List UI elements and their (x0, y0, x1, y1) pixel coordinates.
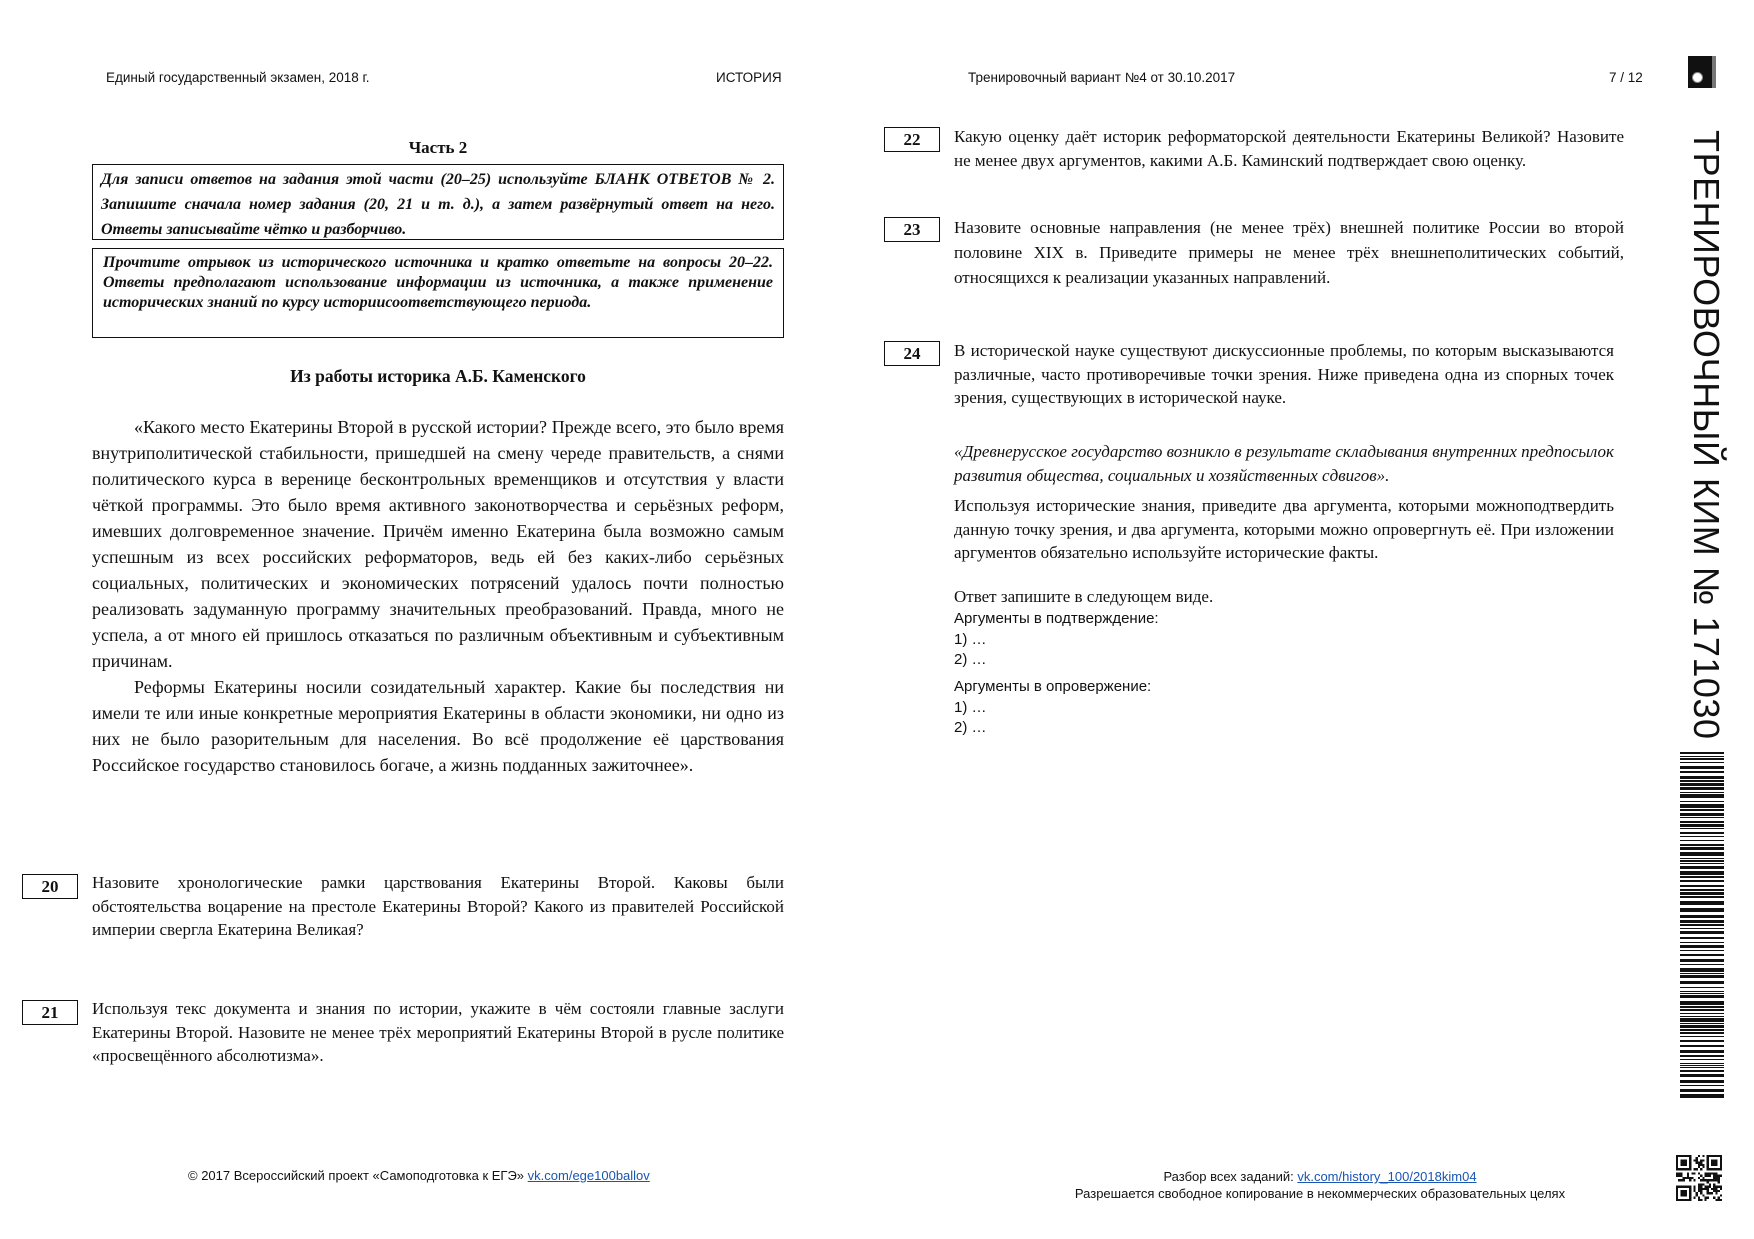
barcode-bar (1680, 809, 1724, 811)
barcode-bar (1680, 840, 1724, 841)
answer-instruction-box: Для записи ответов на задания этой части (20–25) используйте БЛАНК ОТВЕТОВ № 2. Запишите сначала номер задания (20, 21 и т. д.), а затем развёрнутый ответ на него. Ответы записывайте чётко и разборчиво. (92, 164, 784, 240)
barcode-bar (1680, 1094, 1724, 1098)
barcode-bar (1680, 889, 1724, 891)
variant-label: Тренировочный вариант №4 от 30.10.2017 (968, 70, 1236, 85)
qr-module (1720, 1186, 1722, 1188)
barcode-bar (1680, 973, 1724, 974)
qr-module (1704, 1199, 1706, 1201)
task-text: Какую оценку даёт историк реформаторской деятельности Екатерины Великой? Назовите не менее двух аргументов, какими А.Б. Каминский подтверждает свою оценку. (954, 127, 1624, 170)
task-number-box: 23 (884, 217, 940, 242)
qr-module (1709, 1186, 1711, 1188)
qr-module (1687, 1175, 1689, 1177)
qr-module (1707, 1181, 1709, 1183)
copy-permission-text: Разрешается свободное копирование в некоммерческих образовательных целях (1074, 1186, 1566, 1201)
qr-module (1715, 1190, 1717, 1192)
qr-module (1691, 1177, 1693, 1179)
barcode-bar (1680, 758, 1724, 760)
confirm-arguments-list (954, 609, 1159, 670)
footer-link-analysis[interactable]: vk.com/history_100/2018kim04 (1297, 1169, 1477, 1184)
qr-module (1718, 1177, 1720, 1179)
barcode-bar (1680, 863, 1724, 864)
qr-module (1696, 1159, 1698, 1161)
page-number: 7 / 12 (1609, 70, 1643, 85)
copyright-text: © 2017 Всероссийский проект «Самоподготовка к ЕГЭ» (188, 1168, 528, 1183)
barcode-bar (1680, 1001, 1724, 1005)
qr-module (1713, 1197, 1715, 1199)
qr-module (1709, 1192, 1711, 1194)
barcode-bar (1680, 1070, 1724, 1072)
qr-module (1711, 1173, 1713, 1175)
barcode-bar (1680, 1085, 1724, 1086)
qr-module (1711, 1179, 1713, 1181)
qr-module (1718, 1197, 1720, 1199)
barcode-bar (1680, 1063, 1724, 1064)
qr-module (1698, 1173, 1700, 1175)
qr-module (1678, 1175, 1680, 1177)
qr-module (1700, 1199, 1702, 1201)
qr-module (1702, 1177, 1704, 1179)
qr-module (1702, 1155, 1704, 1157)
qr-module (1676, 1173, 1678, 1175)
barcode-bar (1680, 756, 1724, 757)
barcode-bar (1680, 771, 1724, 773)
qr-module (1680, 1179, 1682, 1181)
barcode-bar (1680, 1018, 1724, 1022)
qr-module (1698, 1155, 1700, 1157)
qr-code-icon (1676, 1154, 1722, 1202)
barcode-bar (1680, 924, 1724, 926)
qr-module (1696, 1157, 1698, 1159)
barcode-bar (1680, 1032, 1724, 1034)
barcode-bar (1680, 847, 1724, 850)
barcode-bar (1680, 908, 1724, 912)
barcode-bar (1680, 1059, 1724, 1060)
qr-module (1700, 1168, 1702, 1170)
task-number-box: 20 (22, 874, 78, 899)
barcode-bar (1680, 928, 1724, 929)
qr-module (1687, 1173, 1689, 1175)
task-instruction: Используя исторические знания, приведите два аргумента, которыми можноподтвердить данную точку зрения, и два аргумента, которыми можно опровергнуть её. При изложении аргументов обязательно используйте исторические факты. (954, 496, 1614, 562)
passage-paragraph: Реформы Екатерины носили созидательный характер. Какие бы последствия ни имели те или иные конкретные мероприятия Екатерины в области экономики, ни одно из них не было разорительным для населения. Во всё продолжение её царствования Российское государство становилось богаче, а жизнь подданных зажиточнее». (92, 677, 784, 775)
qr-module (1720, 1175, 1722, 1177)
part-title: Часть 2 (408, 138, 468, 157)
qr-module (1698, 1188, 1700, 1190)
barcode-bar (1680, 794, 1724, 798)
qr-module (1696, 1192, 1698, 1194)
qr-module (1698, 1166, 1700, 1168)
barcode-bar (1680, 824, 1724, 827)
barcode-bar (1680, 964, 1724, 965)
qr-module (1700, 1164, 1702, 1166)
qr-module (1713, 1188, 1715, 1190)
barcode-bar (1680, 1023, 1724, 1024)
barcode-bar (1680, 950, 1724, 951)
qr-module (1704, 1179, 1706, 1181)
barcode-bar (1680, 901, 1724, 905)
barcode-bar (1680, 783, 1724, 786)
source-instruction-box: Прочтите отрывок из исторического источника и кратко ответьте на вопросы 20–22. Ответы предполагают использование информации из источника, а также применение исторических знаний по курсу историисоответствующего периода. (92, 248, 784, 338)
barcode-bar (1680, 1045, 1724, 1047)
barcode-bar (1680, 817, 1724, 818)
barcode-bar (1680, 981, 1724, 984)
qr-module (1676, 1175, 1678, 1177)
list-item: 2) … (954, 719, 987, 736)
subject-title: ИСТОРИЯ (716, 70, 782, 85)
barcode-bar (1680, 1025, 1724, 1028)
barcode-bar (1680, 1089, 1724, 1092)
barcode-bar (1680, 792, 1724, 793)
qr-module (1698, 1183, 1700, 1185)
barcode-bar (1680, 954, 1724, 956)
qr-module (1685, 1177, 1687, 1179)
qr-module (1713, 1175, 1715, 1177)
qr-module (1700, 1190, 1702, 1192)
qr-module (1698, 1186, 1700, 1188)
exam-logo-icon (1688, 56, 1716, 88)
qr-module (1711, 1188, 1713, 1190)
barcode-bar (1680, 813, 1724, 816)
qr-module (1713, 1190, 1715, 1192)
qr-module (1713, 1186, 1715, 1188)
barcode-bar (1680, 1067, 1724, 1068)
barcode-bar (1680, 1065, 1724, 1066)
barcode-bar (1680, 968, 1724, 972)
qr-module (1683, 1177, 1685, 1179)
task-number-box: 22 (884, 127, 940, 152)
qr-module (1678, 1173, 1680, 1175)
passage-paragraph: «Какого место Екатерины Второй в русской истории? Прежде всего, это было время внутриполитической стабильности, пришедшей на смену череде правительств, а снями политического курса в веренице бесконтрольных временщиков и отсутствия у власти чёткой программы. Это было время активного законотворчества и серьёзных реформ, имевших долговременное значение. Причём именно Екатерина была возможно самым успешным из всех российских реформаторов, ведь ей без каких-либо серьёзных социальных, политических и экономических потрясений удалось почти полностью реализовать задуманную программу значительных преобразований. Правда, много не успела, а от много ей пришлось отказаться по различным объективным и субъективным причинам. (92, 417, 784, 671)
qr-module (1696, 1162, 1698, 1164)
qr-module (1694, 1197, 1696, 1199)
qr-module (1702, 1166, 1704, 1168)
task-text: Назовите основные направления (не менее трёх) внешней политике России во второй половине XIX в. Приведите примеры не менее трёх внешнеполитических событий, относящихся к реализации указанных направлений. (954, 218, 1624, 287)
list-item: 2) … (954, 651, 987, 668)
barcode-bar (1680, 1050, 1724, 1053)
qr-module (1715, 1199, 1717, 1201)
viewpoint-quote: «Древнерусское государство возникло в результате складывания внутренних предпосылок развития общества, социальных и хозяйственных сдвигов». (954, 442, 1614, 485)
qr-module (1694, 1159, 1696, 1161)
qr-module (1713, 1179, 1715, 1181)
qr-module (1702, 1159, 1704, 1161)
barcode-bar (1680, 752, 1724, 754)
barcode-bar (1680, 832, 1724, 834)
qr-module (1715, 1173, 1717, 1175)
qr-module (1678, 1179, 1680, 1181)
qr-module (1700, 1175, 1702, 1177)
barcode-bar (1680, 993, 1724, 994)
qr-module (1691, 1173, 1693, 1175)
qr-module (1700, 1192, 1702, 1194)
barcode-bar (1680, 995, 1724, 998)
qr-module (1698, 1164, 1700, 1166)
qr-module (1702, 1194, 1704, 1196)
qr-module (1704, 1188, 1706, 1190)
qr-module (1694, 1190, 1696, 1192)
answer-format-line: Ответ запишите в следующем виде. (954, 587, 1214, 606)
footer-copyright (188, 1168, 650, 1183)
barcode-bar (1680, 880, 1724, 882)
barcode-bar (1680, 804, 1724, 808)
qr-module (1707, 1188, 1709, 1190)
qr-module (1707, 1186, 1709, 1188)
footer-right (1010, 1168, 1630, 1202)
barcode-bar (1680, 896, 1724, 898)
qr-module (1707, 1197, 1709, 1199)
refute-heading: Аргументы в опровержение: (954, 678, 1152, 695)
qr-module (1718, 1199, 1720, 1201)
qr-module (1720, 1194, 1722, 1196)
barcode-bar (1680, 766, 1724, 769)
qr-module (1715, 1175, 1717, 1177)
barcode-bar (1680, 866, 1724, 869)
qr-module (1689, 1177, 1691, 1179)
qr-module (1707, 1192, 1709, 1194)
barcode-bar (1680, 1009, 1724, 1011)
barcode-bar (1680, 1036, 1724, 1037)
barcode-bar (1680, 1074, 1724, 1077)
qr-module (1715, 1186, 1717, 1188)
qr-module (1709, 1183, 1711, 1185)
qr-module (1718, 1186, 1720, 1188)
barcode-bar (1680, 780, 1724, 782)
qr-module (1702, 1164, 1704, 1166)
qr-module (1715, 1192, 1717, 1194)
footer-link-ege100ballov[interactable]: vk.com/ege100ballov (527, 1168, 650, 1183)
barcode-bar (1680, 892, 1724, 895)
qr-module (1698, 1197, 1700, 1199)
barcode-bar (1680, 987, 1724, 988)
barcode-bar (1680, 821, 1724, 823)
qr-module (1718, 1175, 1720, 1177)
exam-title: Единый государственный экзамен, 2018 г. (106, 70, 370, 85)
qr-module (1698, 1162, 1700, 1164)
barcode-bar (1680, 1055, 1724, 1057)
qr-module (1680, 1173, 1682, 1175)
task-number-box: 24 (884, 341, 940, 366)
barcode-bar (1680, 1040, 1724, 1042)
barcode-bar (1680, 1013, 1724, 1014)
barcode-bar (1680, 915, 1724, 918)
qr-module (1694, 1179, 1696, 1181)
qr-module (1704, 1173, 1706, 1175)
qr-module (1704, 1175, 1706, 1177)
qr-module (1707, 1179, 1709, 1181)
qr-module (1696, 1168, 1698, 1170)
source-title: Из работы историка А.Б. Каменского (290, 366, 586, 386)
qr-module (1709, 1173, 1711, 1175)
qr-module (1694, 1168, 1696, 1170)
barcode-bar (1680, 871, 1724, 875)
qr-module (1704, 1186, 1706, 1188)
qr-module (1680, 1190, 1687, 1197)
qr-module (1718, 1179, 1720, 1181)
barcode-bar (1680, 937, 1724, 939)
qr-module (1687, 1177, 1689, 1179)
task-text: Назовите хронологические рамки царствования Екатерины Второй. Каковы были обстоятельства воцарение на престоле Екатерины Второй? Какого из правителей Российской империи свергла Екатерина Великая? (92, 873, 784, 939)
qr-module (1698, 1177, 1700, 1179)
qr-module (1707, 1173, 1709, 1175)
qr-module (1709, 1175, 1711, 1177)
qr-module (1707, 1175, 1709, 1177)
qr-module (1683, 1179, 1685, 1181)
qr-module (1700, 1179, 1702, 1181)
barcode-bar (1680, 852, 1724, 856)
barcode-bar (1680, 828, 1724, 829)
task-text: В исторической науке существуют дискуссионные проблемы, по которым высказываются различные, часто противоречивые точки зрения. Ниже приведена одна из спорных точек зрения, существующих в исторической науке. (954, 341, 1614, 407)
qr-module (1711, 1192, 1713, 1194)
barcode-bar (1680, 762, 1724, 763)
qr-module (1700, 1162, 1702, 1164)
qr-module (1720, 1199, 1722, 1201)
qr-module (1718, 1190, 1720, 1192)
barcode-bar (1680, 1006, 1724, 1008)
barcode-bar (1680, 959, 1724, 962)
qr-module (1709, 1179, 1711, 1181)
qr-module (1715, 1188, 1717, 1190)
barcode-bar (1680, 931, 1724, 934)
barcode-bar (1680, 920, 1724, 923)
qr-module (1713, 1183, 1715, 1185)
barcode-bar (1680, 1016, 1724, 1017)
qr-module (1720, 1188, 1722, 1190)
qr-module (1700, 1183, 1702, 1185)
barcode-bar (1680, 801, 1724, 802)
barcode-bar (1680, 991, 1724, 992)
barcode-bar (1680, 787, 1724, 790)
qr-module (1694, 1173, 1696, 1175)
barcode-icon (1680, 752, 1724, 1100)
qr-module (1694, 1188, 1696, 1190)
barcode-bar (1680, 942, 1724, 943)
barcode-bar (1680, 945, 1724, 948)
barcode-bar (1680, 876, 1724, 878)
barcode-bar (1680, 844, 1724, 846)
barcode-bar (1680, 975, 1724, 978)
qr-module (1698, 1190, 1700, 1192)
qr-module (1700, 1186, 1702, 1188)
barcode-bar (1680, 885, 1724, 887)
qr-module (1700, 1159, 1702, 1161)
qr-module (1713, 1173, 1715, 1175)
qr-module (1696, 1194, 1698, 1196)
barcode-bar (1680, 858, 1724, 859)
list-item: 1) … (954, 699, 987, 716)
qr-module (1700, 1188, 1702, 1190)
barcode-bar (1680, 1029, 1724, 1031)
qr-module (1702, 1183, 1704, 1185)
qr-module (1689, 1179, 1691, 1181)
qr-module (1680, 1159, 1687, 1166)
barcode-bar (1680, 836, 1724, 837)
qr-module (1680, 1175, 1682, 1177)
barcode-bar (1680, 860, 1724, 862)
list-item: 1) … (954, 631, 987, 648)
qr-module (1704, 1197, 1706, 1199)
qr-module (1694, 1186, 1696, 1188)
barcode-bar (1680, 1080, 1724, 1083)
qr-module (1702, 1188, 1704, 1190)
qr-module (1707, 1190, 1709, 1192)
qr-module (1702, 1179, 1704, 1181)
side-kim-title (1656, 130, 1754, 740)
qr-module (1711, 1159, 1718, 1166)
side-kim-title-text: ТРЕНИРОВОЧНЫЙ КИМ № 171030 (1686, 130, 1727, 740)
qr-module (1715, 1179, 1717, 1181)
confirm-heading: Аргументы в подтверждение: (954, 610, 1159, 627)
source-passage (92, 414, 784, 778)
task-text: Используя текс документа и знания по истории, укажите в чём состояли главные заслуги Екатерины Второй. Назовите не менее трёх мероприятий Екатерины Второй в русле политике «просвещённого абсолютизма». (92, 999, 784, 1065)
qr-module (1715, 1177, 1717, 1179)
analysis-label: Разбор всех заданий: (1163, 1169, 1298, 1184)
qr-module (1713, 1177, 1715, 1179)
refute-arguments-list (954, 677, 1151, 738)
qr-module (1718, 1181, 1720, 1183)
qr-module (1698, 1199, 1700, 1201)
barcode-bar (1680, 776, 1724, 779)
task-number-box: 21 (22, 1000, 78, 1025)
